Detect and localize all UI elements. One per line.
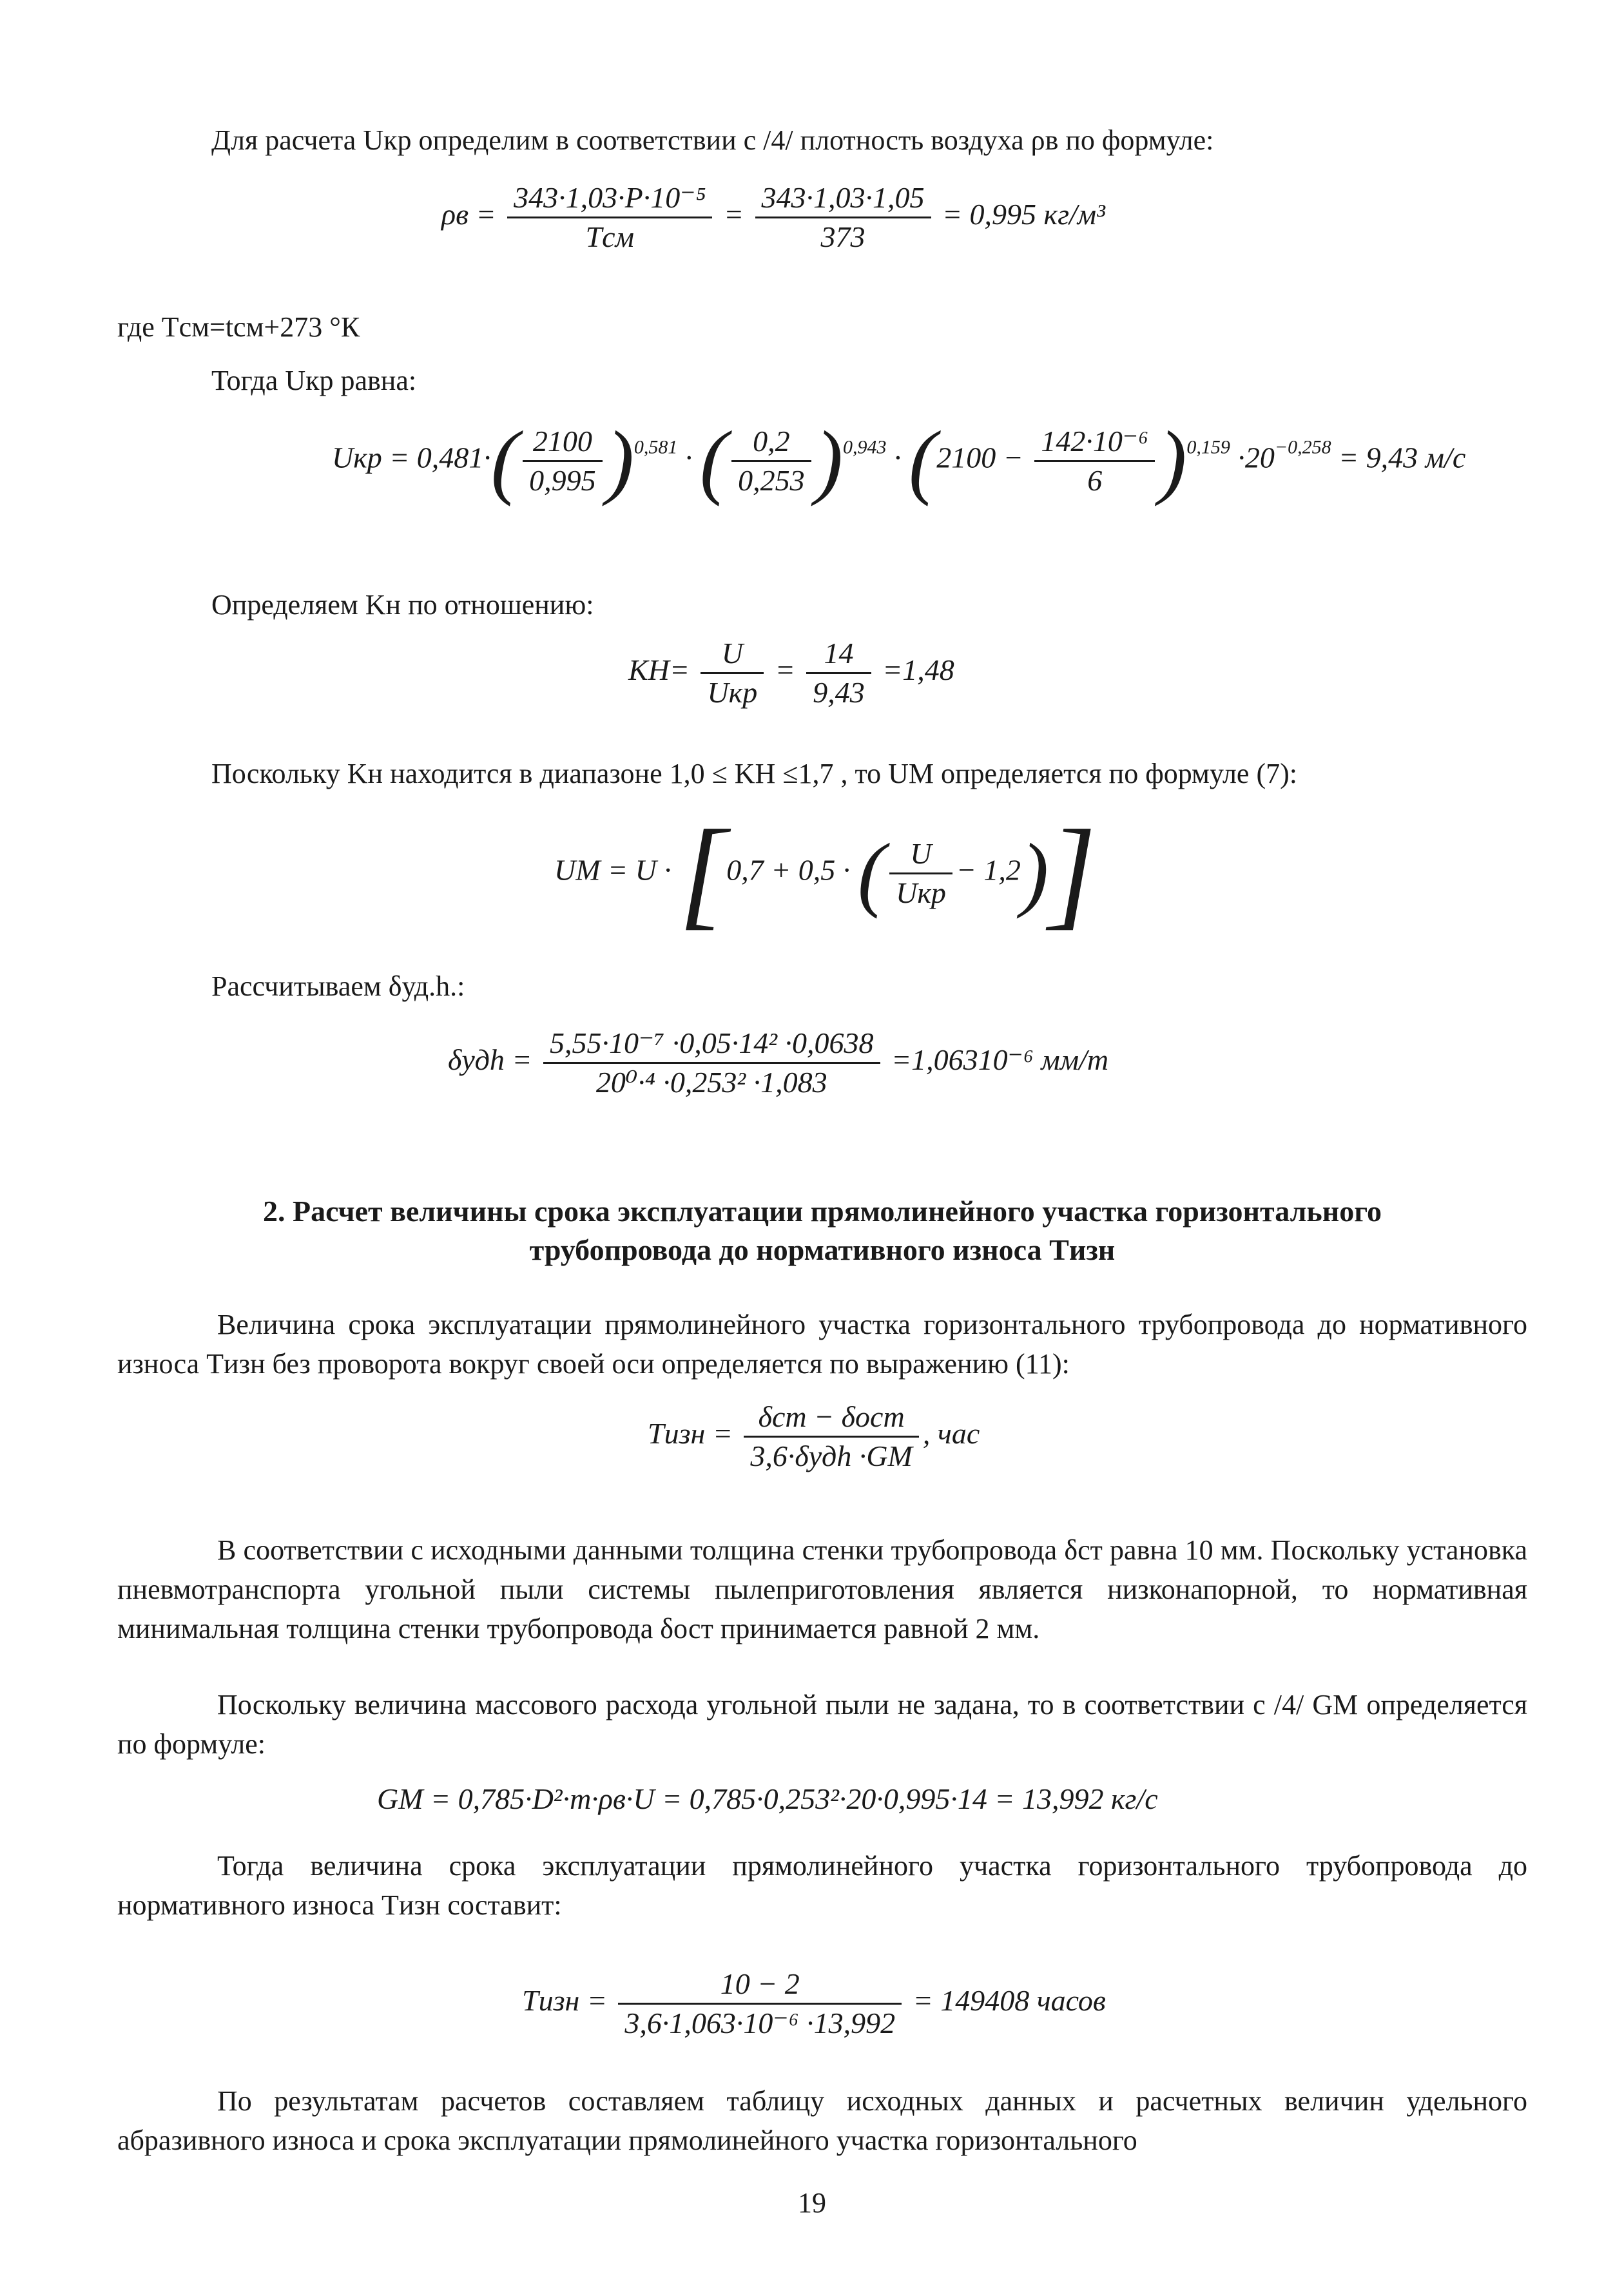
- eq-tizn-num: δст − δост: [744, 1398, 918, 1438]
- equation-tizn: [648, 1398, 980, 1475]
- eq-rho-frac2-den: 373: [820, 220, 865, 253]
- equation-service-life-result: [522, 1965, 1106, 2042]
- eq-ukr-tail-exp: −0,258: [1274, 436, 1331, 458]
- eq-ukr-result: = 9,43 м/с: [1339, 441, 1466, 474]
- eq-kn-lhs: KН=: [628, 653, 690, 687]
- eq-rho-lhs: ρв =: [441, 198, 496, 231]
- eq-result-num: 10 − 2: [618, 1965, 902, 2005]
- paragraph-summary-text: По результатам расчетов составляем таблицу исходных данных и расчетных величин удельного абразивного износа и срока эксплуатации прямолинейного участка горизонтального: [117, 2085, 1527, 2156]
- eq-tizn-den: 3,6·δудh ·GМ: [750, 1440, 913, 1472]
- eq-kn-den2: 9,43: [813, 676, 865, 709]
- equation-kn: [628, 635, 954, 711]
- eq-result-fraction: [618, 1965, 902, 2042]
- eq-result-lhs: Tизн =: [522, 1984, 607, 2018]
- eq-ukr-dot1: ·: [684, 441, 693, 474]
- eq-kn-num1: U: [701, 635, 764, 674]
- paragraph-tizn-definition: [117, 1305, 1527, 1383]
- eq-ukr-p3-num: 142·10⁻⁶: [1034, 423, 1155, 462]
- section-heading-line1: 2. Расчет величины срока эксплуатации прямолинейного участка горизонтального: [263, 1195, 1382, 1228]
- eq-tizn-fraction: [744, 1398, 918, 1475]
- eq-um-inner2: − 1,2: [956, 853, 1021, 887]
- page-number: 19: [798, 2187, 826, 2219]
- eq-ukr-dot2: ·: [893, 441, 902, 474]
- eq-ukr-tail: ·20: [1237, 441, 1275, 474]
- equation-mass-flow: GМ = 0,785·D²·m·ρв·U = 0,785·0,253²·20·0,995·14 = 13,992 кг/с: [377, 1782, 1158, 1815]
- define-kn-line: Определяем Kн по отношению:: [211, 589, 594, 621]
- equation-um: UМ = U · [0,7 + 0,5 · ( $\frac{U}{\text{Uкр}}$ − 1,2)]: [554, 805, 1097, 941]
- paragraph-summary: [117, 2081, 1527, 2160]
- section-heading-line2: трубопровода до нормативного износа Tизн: [529, 1233, 1116, 1266]
- paragraph-tizn-text: Величина срока эксплуатации прямолинейного участка горизонтального трубопровода до нормативного износа Tизн без проворота вокруг своей оси определяется по выражению (11):: [117, 1309, 1527, 1380]
- eq-ukr-p2-exp: 0,943: [842, 436, 887, 458]
- eq-kn-num2: 14: [806, 635, 871, 674]
- equation-air-density: [441, 179, 1105, 256]
- eq-ukr-fraction-1: [523, 423, 603, 499]
- eq-ukr-p1-den: 0,995: [529, 463, 596, 497]
- eq-um-inner1: 0,7 + 0,5 ·: [726, 853, 851, 887]
- eq-delta-fraction: [543, 1025, 880, 1101]
- eq-rho-fraction-2: [755, 179, 931, 256]
- eq-rho-frac1-den: Tсм: [585, 220, 634, 253]
- intro-line: Для расчета Uкр определим в соответствии с /4/ плотность воздуха ρв по формуле:: [211, 124, 1214, 156]
- eq-ukr-p1-exp: 0,581: [633, 436, 678, 458]
- eq-delta-result: =1,06310⁻⁶ мм/т: [891, 1043, 1109, 1077]
- eq-result-den: 3,6·1,063·10⁻⁶ ·13,992: [624, 2007, 896, 2039]
- paragraph-wall-text: В соответствии с исходными данными толщина стенки трубопровода δст равна 10 мм. Поскольку установка пневмотранспорта угольной пыли системы пылеприготовления является низконапорной, то нормативная минимальная толщина стенки трубопровода δост принимается равной 2 мм.: [117, 1534, 1527, 1644]
- paragraph-gm-text: Поскольку величина массового расхода угольной пыли не задана, то в соответствии с /4/ GМ определяется по формуле:: [117, 1689, 1527, 1760]
- section-heading: [117, 1192, 1527, 1269]
- eq-kn-result: =1,48: [882, 653, 954, 687]
- equation-critical-velocity: Uкр = 0,481·( $\frac{2100}{0,995}$ )$^{0,581}$ · ( $\frac{0,2}{0,253}$ )$^{0,943}$ · (2100 − $\frac{\text{142·10⁻⁶}}{6}$ )$^{0,159} \cdot 20^{-0,258} = 9,43$ м/с: [332, 414, 1466, 507]
- eq-ukr-fraction-2: [731, 423, 811, 499]
- paragraph-then-text: Тогда величина срока эксплуатации прямолинейного участка горизонтального трубопровода до нормативного износа Tизн составит:: [117, 1850, 1527, 1921]
- eq-tizn-lhs: Tизн =: [648, 1417, 733, 1450]
- eq-result-value: = 149408 часов: [913, 1984, 1106, 2018]
- paragraph-mass-flow: [117, 1685, 1527, 1764]
- eq-rho-frac2-num: 343·1,03·1,05: [755, 179, 931, 218]
- eq-ukr-p2-num: 0,2: [731, 423, 811, 462]
- eq-rho-fraction-1: [507, 179, 712, 256]
- eq-um-lhs: UМ = U ·: [554, 853, 672, 887]
- eq-um-den: Uкр: [896, 876, 946, 909]
- eq-um-fraction: [889, 835, 952, 912]
- eq-kn-den1: Uкр: [707, 676, 758, 709]
- eq-rho-equals: =: [723, 198, 744, 231]
- paragraph-then: [117, 1846, 1527, 1925]
- eq-kn-fraction-2: [806, 635, 871, 711]
- eq-delta-den: 20⁰·⁴ ·0,253² ·1,083: [595, 1066, 827, 1099]
- eq-rho-result: = 0,995 кг/м³: [942, 198, 1105, 231]
- calc-delta-line: Рассчитываем δуд.h.:: [211, 970, 465, 1002]
- since-kn-line: Поскольку Kн находится в диапазоне 1,0 ≤ KН ≤1,7 , то UМ определяется по формуле (7):: [211, 758, 1297, 789]
- eq-ukr-p2-den: 0,253: [738, 463, 805, 497]
- equation-specific-wear: [448, 1025, 1108, 1101]
- eq-tizn-unit: , час: [922, 1417, 980, 1450]
- eq-ukr-lhs: Uкр = 0,481·: [332, 441, 491, 474]
- eq-delta-lhs: δудh =: [448, 1043, 532, 1077]
- paragraph-wall-thickness: [117, 1530, 1527, 1648]
- where-line: где Tсм=tсм+273 °К: [117, 311, 360, 343]
- eq-ukr-p1-num: 2100: [523, 423, 603, 462]
- eq-ukr-p3-pre: 2100: [936, 441, 996, 474]
- eq-um-num: U: [889, 835, 952, 874]
- eq-ukr-p3-den: 6: [1087, 463, 1103, 497]
- eq-delta-num: 5,55·10⁻⁷ ·0,05·14² ·0,0638: [543, 1025, 880, 1064]
- eq-rho-frac1-num: 343·1,03·P·10⁻⁵: [507, 179, 712, 218]
- eq-kn-fraction-1: [701, 635, 764, 711]
- eq-ukr-p3-exp: 0,159: [1186, 436, 1230, 458]
- eq-kn-equals: =: [775, 653, 795, 687]
- eq-ukr-fraction-3: [1034, 423, 1155, 499]
- then-ukr-line: Тогда Uкр равна:: [211, 365, 417, 396]
